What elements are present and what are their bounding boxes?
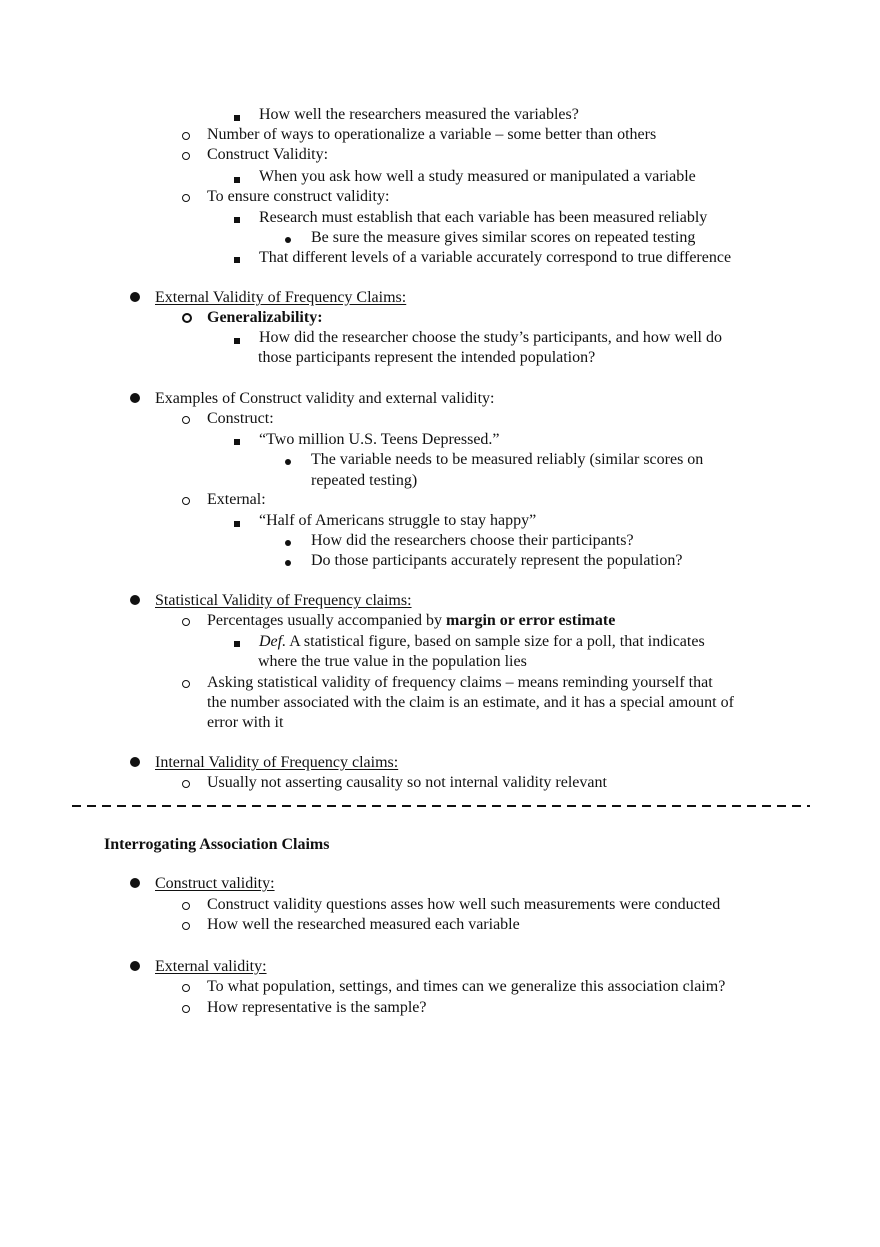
hollow-bullet-icon	[182, 410, 190, 430]
square-bullet-icon	[234, 209, 240, 229]
square-bullet-icon	[234, 513, 240, 533]
section-heading: Statistical Validity of Frequency claims:	[155, 592, 412, 609]
section-heading: Construct validity:	[155, 875, 275, 892]
outline-text	[259, 632, 705, 652]
dot-bullet-icon	[285, 229, 291, 249]
hollow-bullet-icon	[182, 612, 190, 632]
text-run: A statistical figure, based on sample size for a poll, that indicates	[286, 633, 705, 650]
outline-text: Number of ways to operationalize a variable – some better than others	[207, 126, 657, 143]
outline-text: How did the researchers choose their participants?	[311, 532, 634, 549]
outline-text: where the true value in the population lies	[258, 653, 527, 670]
hollow-bullet-icon	[182, 188, 190, 208]
dot-bullet-icon	[285, 532, 291, 552]
outline-text: repeated testing)	[311, 472, 418, 489]
hollow-bullet-icon	[182, 978, 190, 998]
hollow-bullet-icon	[182, 146, 190, 166]
square-bullet-icon	[234, 431, 240, 451]
filled-bullet-icon	[130, 753, 140, 773]
hollow-bullet-icon	[182, 491, 190, 511]
hollow-bullet-icon	[182, 774, 190, 794]
outline-text: the number associated with the claim is an estimate, and it has a special amount of	[207, 694, 734, 711]
square-bullet-icon	[234, 107, 240, 127]
dot-bullet-icon	[285, 552, 291, 572]
outline-text: That different levels of a variable accurately correspond to true difference	[259, 249, 732, 266]
outline-text: Usually not asserting causality so not internal validity relevant	[207, 774, 607, 791]
outline-text: error with it	[207, 714, 284, 731]
outline-text	[207, 611, 615, 631]
hollow-bullet-icon	[182, 999, 190, 1019]
section-title: Interrogating Association Claims	[104, 836, 330, 853]
hollow-bullet-icon	[182, 126, 190, 146]
outline-text: How well the researchers measured the variables?	[259, 106, 579, 123]
outline-text: How did the researcher choose the study’s participants, and how well do	[259, 329, 722, 346]
outline-text: Research must establish that each variable has been measured reliably	[259, 209, 708, 226]
def-label: Def.	[259, 633, 287, 650]
square-bullet-icon	[234, 169, 240, 189]
section-heading: Internal Validity of Frequency claims:	[155, 754, 399, 771]
outline-text: To ensure construct validity:	[207, 188, 390, 205]
outline-text: How well the researched measured each variable	[207, 916, 520, 933]
section-heading: External Validity of Frequency Claims:	[155, 289, 407, 306]
filled-bullet-icon	[130, 591, 140, 611]
square-bullet-icon	[234, 633, 240, 653]
text-run: Percentages usually accompanied by	[207, 612, 447, 629]
square-bullet-icon	[234, 249, 240, 269]
outline-text: Construct Validity:	[207, 146, 329, 163]
hollow-bullet-icon	[182, 309, 192, 329]
filled-bullet-icon	[130, 874, 140, 894]
section-heading: Examples of Construct validity and external validity:	[155, 390, 495, 407]
outline-text: When you ask how well a study measured or manipulated a variable	[259, 168, 696, 185]
outline-text: To what population, settings, and times can we generalize this association claim?	[207, 978, 726, 995]
outline-text: How representative is the sample?	[207, 999, 427, 1016]
outline-text: The variable needs to be measured reliably (similar scores on	[311, 451, 704, 468]
filled-bullet-icon	[130, 957, 140, 977]
outline-text: External:	[207, 491, 266, 508]
outline-text: Asking statistical validity of frequency claims – means reminding yourself that	[207, 674, 713, 691]
outline-text: Do those participants accurately represent the population?	[311, 552, 683, 569]
hollow-bullet-icon	[182, 916, 190, 936]
outline-text: Construct:	[207, 410, 274, 427]
outline-text: “Two million U.S. Teens Depressed.”	[259, 431, 500, 448]
outline-text: Construct validity questions asses how well such measurements were conducted	[207, 896, 721, 913]
outline-text: Be sure the measure gives similar scores on repeated testing	[311, 229, 696, 246]
bold-term: margin or error estimate	[446, 612, 616, 629]
outline-text: Generalizability:	[207, 309, 323, 326]
section-heading: External validity:	[155, 958, 267, 975]
hollow-bullet-icon	[182, 674, 190, 694]
outline-text: “Half of Americans struggle to stay happy”	[259, 512, 537, 529]
filled-bullet-icon	[130, 288, 140, 308]
filled-bullet-icon	[130, 389, 140, 409]
dot-bullet-icon	[285, 451, 291, 471]
dashed-divider	[72, 805, 810, 807]
hollow-bullet-icon	[182, 896, 190, 916]
square-bullet-icon	[234, 330, 240, 350]
outline-text: those participants represent the intended population?	[258, 349, 596, 366]
